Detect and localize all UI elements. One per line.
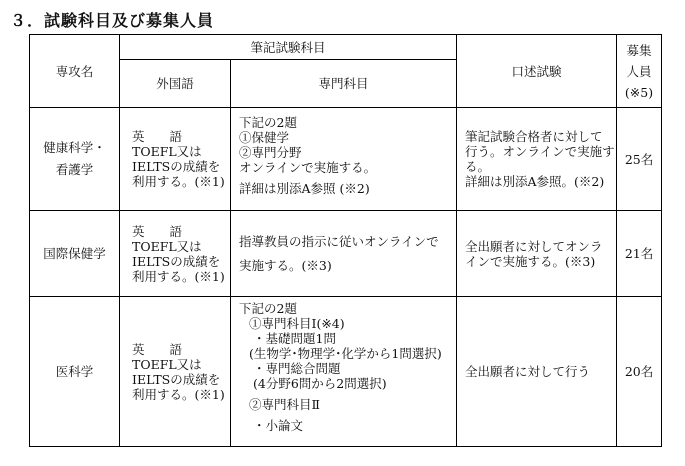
specialty-line: ・基礎問題1問 bbox=[253, 331, 336, 346]
foreign-cell bbox=[120, 211, 231, 297]
specialty-line: 詳細は別添A参照 (※2) bbox=[239, 181, 370, 196]
specialty-line: 下記の2題 bbox=[239, 301, 297, 316]
quota-cell: 21名 bbox=[617, 211, 662, 297]
foreign-line: IELTSの成績を bbox=[132, 159, 221, 174]
foreign-line: IELTSの成績を bbox=[132, 371, 221, 387]
specialty-cell bbox=[231, 211, 457, 297]
major-cell: 医科学 bbox=[30, 297, 120, 447]
header-quota-line-2: 人員 bbox=[626, 63, 652, 79]
specialty-line: ・小論文 bbox=[253, 418, 304, 433]
foreign-line: 利用する。(※1) bbox=[132, 268, 225, 284]
header-quota-line-1: 募集 bbox=[626, 42, 652, 58]
header-major: 専攻名 bbox=[30, 35, 120, 108]
specialty-line: (生物学･物理学･化学から1問選択) bbox=[249, 346, 442, 361]
specialty-line: ①専門科目Ⅰ(※4) bbox=[249, 316, 345, 331]
foreign-line: 英 語 bbox=[132, 223, 183, 239]
header-foreign: 外国語 bbox=[120, 60, 231, 108]
table-row bbox=[30, 297, 662, 447]
header-written: 筆記試験科目 bbox=[120, 35, 457, 60]
oral-cell: 全出願者に対して行う bbox=[457, 297, 617, 447]
specialty-line: オンラインで実施する。 bbox=[239, 160, 377, 175]
major-line: 看護学 bbox=[55, 162, 94, 177]
foreign-line: IELTSの成績を bbox=[132, 253, 221, 269]
foreign-line: 利用する。(※1) bbox=[132, 174, 225, 189]
oral-line: る。 bbox=[465, 159, 491, 174]
table-row bbox=[30, 211, 662, 297]
foreign-cell bbox=[120, 108, 231, 211]
foreign-line: 英 語 bbox=[132, 129, 183, 144]
section-heading: ３．試験科目及び募集人員 bbox=[10, 11, 215, 30]
specialty-line: ①保健学 bbox=[239, 130, 290, 145]
table-row bbox=[30, 108, 662, 211]
oral-cell bbox=[457, 211, 617, 297]
major-cell bbox=[30, 108, 120, 211]
major-cell: 国際保健学 bbox=[30, 211, 120, 297]
oral-line: 筆記試験合格者に対して bbox=[465, 129, 603, 144]
foreign-cell bbox=[120, 297, 231, 447]
major-line: 健康科学・ bbox=[43, 140, 106, 155]
header-oral: 口述試験 bbox=[457, 35, 617, 108]
header-quota bbox=[617, 35, 662, 108]
foreign-line: 利用する。(※1) bbox=[132, 386, 225, 402]
oral-cell bbox=[457, 108, 617, 211]
specialty-line: 実施する。(※3) bbox=[239, 257, 332, 273]
exam-subjects-table bbox=[29, 34, 662, 447]
oral-line: 全出願者に対してオンラ bbox=[465, 238, 603, 254]
foreign-line: TOEFL又は bbox=[132, 356, 202, 372]
foreign-line: 英 語 bbox=[132, 341, 183, 357]
specialty-line: ②専門科目Ⅱ bbox=[249, 397, 320, 412]
oral-line: 行う。オンラインで実施す bbox=[465, 144, 615, 159]
header-quota-line-3: (※5) bbox=[624, 84, 654, 100]
specialty-cell bbox=[231, 108, 457, 211]
quota-cell: 25名 bbox=[617, 108, 662, 211]
oral-line: インで実施する。(※3) bbox=[465, 253, 596, 269]
foreign-line: TOEFL又は bbox=[132, 238, 202, 254]
specialty-line: 下記の2題 bbox=[239, 115, 297, 130]
specialty-line: 指導教員の指示に従いオンラインで bbox=[239, 233, 439, 249]
specialty-cell bbox=[231, 297, 457, 447]
quota-cell: 20名 bbox=[617, 297, 662, 447]
specialty-line: ②専門分野 bbox=[239, 145, 302, 160]
specialty-line: ・専門総合問題 bbox=[253, 361, 341, 376]
specialty-line: (4分野6問から2問選択) bbox=[253, 376, 387, 391]
header-specialty: 専門科目 bbox=[231, 60, 457, 108]
foreign-line: TOEFL又は bbox=[132, 144, 202, 159]
oral-line: 詳細は別添A参照。(※2) bbox=[465, 174, 605, 189]
